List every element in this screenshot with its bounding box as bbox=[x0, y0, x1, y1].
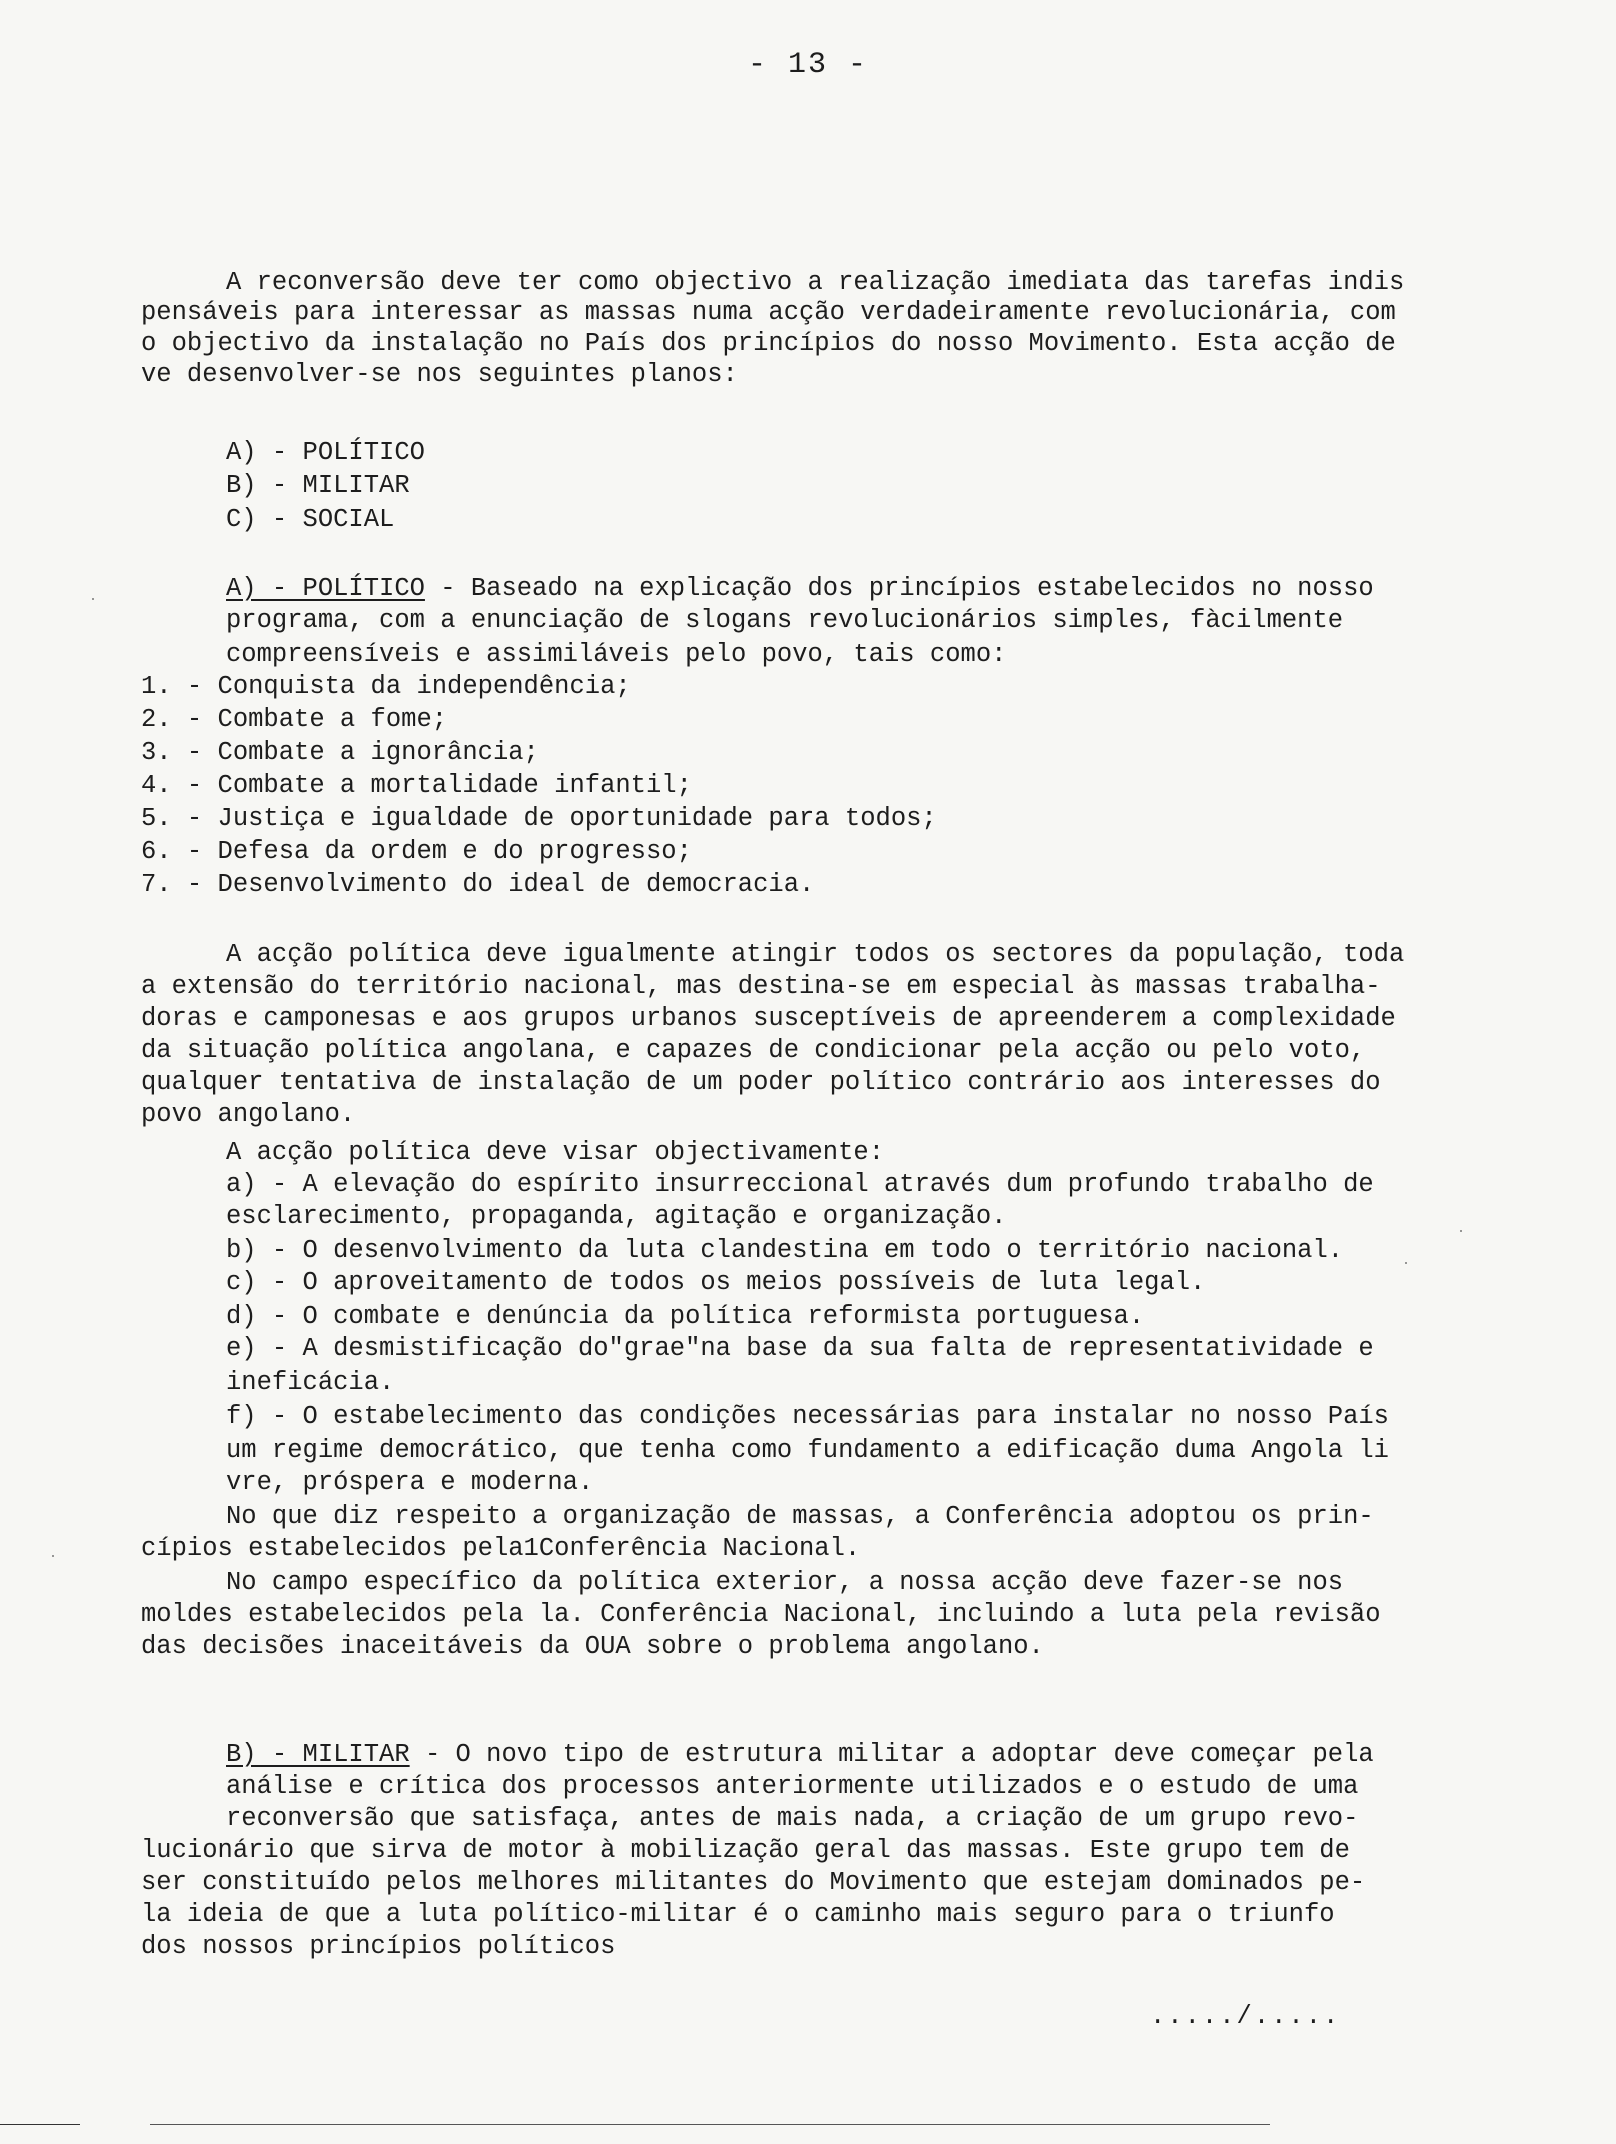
military-first-line bbox=[226, 1740, 1374, 1770]
closing-line: No que diz respeito a organização de massas, a Conferência adoptou os prin- bbox=[226, 1502, 1374, 1531]
slogan-item: 1. - Conquista da independência; bbox=[141, 672, 631, 701]
aim-intro: A acção política deve visar objectivamente: bbox=[226, 1138, 885, 1167]
intro-line: A reconversão deve ter como objectivo a realização imediata das tarefas indis bbox=[226, 268, 1405, 297]
political-line: compreensíveis e assimiláveis pelo povo, tais como: bbox=[226, 640, 1007, 669]
political-first-line-text: - Baseado na explicação dos princípios estabelecidos no nosso bbox=[424, 574, 1374, 603]
intro-line: pensáveis para interessar as massas numa acção verdadeiramente revolucionária, com bbox=[141, 298, 1396, 327]
aim-line: c) - O aproveitamento de todos os meios possíveis de luta legal. bbox=[226, 1268, 1206, 1297]
aim-line: a) - A elevação do espírito insurreccional através dum profundo trabalho de bbox=[226, 1170, 1374, 1199]
intro-line: ve desenvolver-se nos seguintes planos: bbox=[141, 360, 738, 389]
slogan-item: 6. - Defesa da ordem e do progresso; bbox=[141, 837, 692, 866]
aim-line: b) - O desenvolvimento da luta clandestina em todo o território nacional. bbox=[226, 1236, 1344, 1265]
military-line: la ideia de que a luta político-militar é o caminho mais seguro para o triunfo bbox=[141, 1900, 1335, 1929]
military-line: lucionário que sirva de motor à mobilização geral das massas. Este grupo tem de bbox=[141, 1836, 1350, 1865]
military-heading: B) - MILITAR bbox=[226, 1740, 410, 1769]
aim-line: d) - O combate e denúncia da política reformista portuguesa. bbox=[226, 1302, 1145, 1331]
military-line: dos nossos princípios políticos bbox=[141, 1932, 616, 1961]
slogan-item: 2. - Combate a fome; bbox=[141, 705, 448, 734]
slogan-item: 5. - Justiça e igualdade de oportunidade para todos; bbox=[141, 804, 937, 833]
action-line: a extensão do território nacional, mas destina-se em especial às massas trabalha- bbox=[141, 972, 1381, 1001]
political-first-line bbox=[226, 574, 1374, 604]
scan-speck bbox=[1460, 1230, 1462, 1232]
page-edge-line bbox=[150, 2124, 1270, 2125]
slogan-item: 7. - Desenvolvimento do ideal de democracia. bbox=[141, 870, 815, 899]
intro-line: o objectivo da instalação no País dos princípios do nosso Movimento. Esta acção de bbox=[141, 329, 1396, 358]
closing-line: moldes estabelecidos pela la. Conferência Nacional, incluindo a luta pela revisão bbox=[141, 1600, 1381, 1629]
aim-line: um regime democrático, que tenha como fundamento a edificação duma Angola li bbox=[226, 1436, 1389, 1465]
closing-line: cípios estabelecidos pela1Conferência Nacional. bbox=[141, 1534, 861, 1563]
aim-line: e) - A desmistificação do"grae"na base da sua falta de representatividade e bbox=[226, 1334, 1374, 1363]
military-line: reconversão que satisfaça, antes de mais nada, a criação de um grupo revo- bbox=[226, 1804, 1359, 1833]
action-line: A acção política deve igualmente atingir todos os sectores da população, toda bbox=[226, 940, 1405, 969]
slogan-item: 3. - Combate a ignorância; bbox=[141, 738, 539, 767]
aim-line: esclarecimento, propaganda, agitação e organização. bbox=[226, 1202, 1007, 1231]
continuation-mark: ...../..... bbox=[1150, 2002, 1341, 2031]
plane-item: C) - SOCIAL bbox=[226, 505, 395, 534]
military-line: ser constituído pelos melhores militantes do Movimento que estejam dominados pe- bbox=[141, 1868, 1366, 1897]
page-edge-line bbox=[0, 2124, 80, 2125]
military-first-line-text: - O novo tipo de estrutura militar a adoptar deve começar pela bbox=[409, 1740, 1374, 1769]
aim-line: ineficácia. bbox=[226, 1368, 395, 1397]
plane-item: A) - POLÍTICO bbox=[226, 438, 425, 467]
scan-speck bbox=[52, 1555, 54, 1557]
plane-item: B) - MILITAR bbox=[226, 471, 410, 500]
action-line: doras e camponesas e aos grupos urbanos susceptíveis de apreenderem a complexidade bbox=[141, 1004, 1396, 1033]
aim-line: f) - O estabelecimento das condições necessárias para instalar no nosso País bbox=[226, 1402, 1389, 1431]
closing-line: das decisões inaceitáveis da OUA sobre o problema angolano. bbox=[141, 1632, 1044, 1661]
military-line: análise e crítica dos processos anteriormente utilizados e o estudo de uma bbox=[226, 1772, 1359, 1801]
closing-line: No campo específico da política exterior, a nossa acção deve fazer-se nos bbox=[226, 1568, 1344, 1597]
action-line: da situação política angolana, e capazes de condicionar pela acção ou pelo voto, bbox=[141, 1036, 1366, 1065]
page-number: - 13 - bbox=[747, 48, 869, 82]
scan-speck bbox=[92, 598, 94, 600]
slogan-item: 4. - Combate a mortalidade infantil; bbox=[141, 771, 692, 800]
political-line: programa, com a enunciação de slogans revolucionários simples, fàcilmente bbox=[226, 606, 1344, 635]
action-line: povo angolano. bbox=[141, 1100, 356, 1129]
scan-speck bbox=[1405, 1262, 1407, 1264]
action-line: qualquer tentativa de instalação de um poder político contrário aos interesses do bbox=[141, 1068, 1381, 1097]
political-heading: A) - POLÍTICO bbox=[226, 574, 425, 603]
aim-line: vre, próspera e moderna. bbox=[226, 1468, 594, 1497]
